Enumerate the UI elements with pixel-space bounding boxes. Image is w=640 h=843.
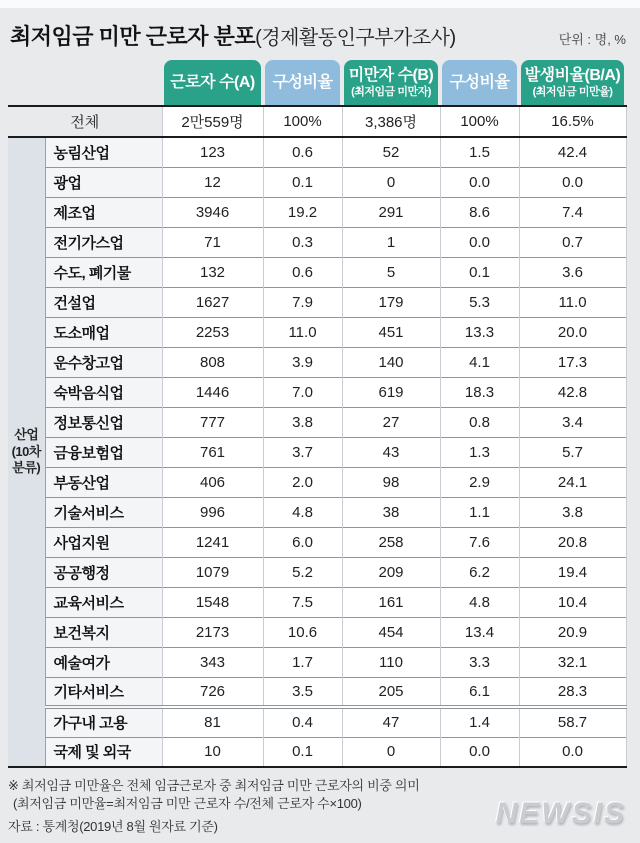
table-row xyxy=(8,737,626,767)
value-cell: 5.7 xyxy=(519,437,626,467)
value-cell: 7.4 xyxy=(519,197,626,227)
value-cell: 1.5 xyxy=(440,137,519,167)
industry-label-cell: 가구내 고용 xyxy=(45,707,162,737)
value-cell: 6.0 xyxy=(263,527,342,557)
table-row xyxy=(8,467,626,497)
title-row xyxy=(10,20,630,51)
value-cell: 343 xyxy=(162,647,263,677)
total-value-cell: 100% xyxy=(263,106,342,137)
value-cell: 42.8 xyxy=(519,377,626,407)
value-cell: 0 xyxy=(342,167,440,197)
value-cell: 27 xyxy=(342,407,440,437)
value-cell: 52 xyxy=(342,137,440,167)
industry-label-cell: 부동산업 xyxy=(45,467,162,497)
value-cell: 7.6 xyxy=(440,527,519,557)
header-empty-cell xyxy=(8,60,162,106)
min-wage-table xyxy=(8,60,627,768)
value-cell: 20.9 xyxy=(519,617,626,647)
value-cell: 0.4 xyxy=(263,707,342,737)
value-cell: 291 xyxy=(342,197,440,227)
value-cell: 17.3 xyxy=(519,347,626,377)
value-cell: 20.8 xyxy=(519,527,626,557)
footnote-2: (최저임금 미만율=최저임금 미만 근로자 수/전체 근로자 수×100) xyxy=(13,796,362,811)
unit-label: 단위 : 명, % xyxy=(558,32,626,47)
industry-label-cell: 예술여가 xyxy=(45,647,162,677)
value-cell: 1.7 xyxy=(263,647,342,677)
col-header-ratio-ba: 발생비율(B/A) (최저임금 미만율) xyxy=(521,60,624,105)
total-value-cell: 2만559명 xyxy=(162,106,263,137)
table-row xyxy=(8,227,626,257)
value-cell: 3.8 xyxy=(519,497,626,527)
value-cell: 71 xyxy=(162,227,263,257)
table-row xyxy=(8,137,626,167)
value-cell: 619 xyxy=(342,377,440,407)
value-cell: 132 xyxy=(162,257,263,287)
col-header-share-2: 구성비율 xyxy=(442,60,517,105)
value-cell: 205 xyxy=(342,677,440,707)
table-row xyxy=(8,257,626,287)
value-cell: 454 xyxy=(342,617,440,647)
industry-label-cell: 제조업 xyxy=(45,197,162,227)
col-header-below-b: 미만자 수(B) (최저임금 미만자) xyxy=(344,60,438,105)
value-cell: 19.2 xyxy=(263,197,342,227)
table-row xyxy=(8,437,626,467)
value-cell: 4.8 xyxy=(440,587,519,617)
value-cell: 47 xyxy=(342,707,440,737)
value-cell: 10.4 xyxy=(519,587,626,617)
value-cell: 0.0 xyxy=(440,167,519,197)
value-cell: 0.0 xyxy=(519,737,626,767)
value-cell: 5.2 xyxy=(263,557,342,587)
value-cell: 3.3 xyxy=(440,647,519,677)
table-row xyxy=(8,587,626,617)
value-cell: 0.1 xyxy=(263,737,342,767)
value-cell: 28.3 xyxy=(519,677,626,707)
value-cell: 777 xyxy=(162,407,263,437)
value-cell: 2253 xyxy=(162,317,263,347)
table-row xyxy=(8,527,626,557)
value-cell: 761 xyxy=(162,437,263,467)
industry-label-cell: 광업 xyxy=(45,167,162,197)
value-cell: 1.4 xyxy=(440,707,519,737)
table-row xyxy=(8,317,626,347)
value-cell: 12 xyxy=(162,167,263,197)
table-row xyxy=(8,407,626,437)
industry-label-cell: 기타서비스 xyxy=(45,677,162,707)
value-cell: 81 xyxy=(162,707,263,737)
value-cell: 5.3 xyxy=(440,287,519,317)
table-row xyxy=(8,557,626,587)
value-cell: 140 xyxy=(342,347,440,377)
industry-tbody xyxy=(8,137,626,767)
table-row xyxy=(8,617,626,647)
value-cell: 4.8 xyxy=(263,497,342,527)
value-cell: 179 xyxy=(342,287,440,317)
table-row xyxy=(8,287,626,317)
industry-label-cell: 전기가스업 xyxy=(45,227,162,257)
industry-label-cell: 금융보험업 xyxy=(45,437,162,467)
value-cell: 726 xyxy=(162,677,263,707)
industry-label-cell: 농림산업 xyxy=(45,137,162,167)
value-cell: 24.1 xyxy=(519,467,626,497)
value-cell: 1079 xyxy=(162,557,263,587)
value-cell: 1241 xyxy=(162,527,263,557)
value-cell: 0.7 xyxy=(519,227,626,257)
value-cell: 258 xyxy=(342,527,440,557)
table-row xyxy=(8,167,626,197)
industry-label-cell: 운수창고업 xyxy=(45,347,162,377)
total-row xyxy=(8,106,626,137)
value-cell: 0.1 xyxy=(440,257,519,287)
value-cell: 808 xyxy=(162,347,263,377)
top-strip xyxy=(0,0,640,8)
col-header-share-1: 구성비율 xyxy=(265,60,340,105)
value-cell: 1446 xyxy=(162,377,263,407)
industry-label-cell: 국제 및 외국 xyxy=(45,737,162,767)
value-cell: 3.6 xyxy=(519,257,626,287)
table-row xyxy=(8,497,626,527)
value-cell: 1548 xyxy=(162,587,263,617)
value-cell: 7.9 xyxy=(263,287,342,317)
value-cell: 0 xyxy=(342,737,440,767)
newsis-logo: NEWSIS xyxy=(495,797,626,830)
value-cell: 0.6 xyxy=(263,257,342,287)
value-cell: 4.1 xyxy=(440,347,519,377)
value-cell: 0.0 xyxy=(440,737,519,767)
source-line: 자료 : 통계청(2019년 8월 원자료 기준) xyxy=(8,819,218,834)
industry-label-cell: 건설업 xyxy=(45,287,162,317)
value-cell: 3946 xyxy=(162,197,263,227)
industry-label-cell: 교육서비스 xyxy=(45,587,162,617)
table-row xyxy=(8,347,626,377)
value-cell: 32.1 xyxy=(519,647,626,677)
value-cell: 209 xyxy=(342,557,440,587)
value-cell: 7.5 xyxy=(263,587,342,617)
value-cell: 20.0 xyxy=(519,317,626,347)
value-cell: 58.7 xyxy=(519,707,626,737)
page-title-sub: (경제활동인구부가조사) xyxy=(255,27,456,49)
value-cell: 996 xyxy=(162,497,263,527)
value-cell: 6.1 xyxy=(440,677,519,707)
industry-label-cell: 사업지원 xyxy=(45,527,162,557)
value-cell: 11.0 xyxy=(519,287,626,317)
page-title: 최저임금 미만 근로자 분포 xyxy=(10,24,256,49)
value-cell: 3.4 xyxy=(519,407,626,437)
value-cell: 3.5 xyxy=(263,677,342,707)
table-row xyxy=(8,377,626,407)
value-cell: 3.7 xyxy=(263,437,342,467)
value-cell: 0.0 xyxy=(440,227,519,257)
value-cell: 161 xyxy=(342,587,440,617)
industry-label-cell: 공공행정 xyxy=(45,557,162,587)
group-cell-industry xyxy=(8,137,45,767)
value-cell: 451 xyxy=(342,317,440,347)
value-cell: 0.1 xyxy=(263,167,342,197)
total-value-cell: 100% xyxy=(440,106,519,137)
value-cell: 406 xyxy=(162,467,263,497)
value-cell: 19.4 xyxy=(519,557,626,587)
table-row xyxy=(8,707,626,737)
value-cell: 98 xyxy=(342,467,440,497)
value-cell: 11.0 xyxy=(263,317,342,347)
value-cell: 8.6 xyxy=(440,197,519,227)
total-row-label: 전체 xyxy=(8,106,162,137)
value-cell: 0.0 xyxy=(519,167,626,197)
industry-label-cell: 도소매업 xyxy=(45,317,162,347)
value-cell: 18.3 xyxy=(440,377,519,407)
industry-label-cell: 수도, 폐기물 xyxy=(45,257,162,287)
table-row xyxy=(8,677,626,707)
value-cell: 2173 xyxy=(162,617,263,647)
total-value-cell: 3,386명 xyxy=(342,106,440,137)
value-cell: 1 xyxy=(342,227,440,257)
value-cell: 10 xyxy=(162,737,263,767)
value-cell: 2.0 xyxy=(263,467,342,497)
value-cell: 42.4 xyxy=(519,137,626,167)
value-cell: 3.8 xyxy=(263,407,342,437)
value-cell: 0.3 xyxy=(263,227,342,257)
value-cell: 3.9 xyxy=(263,347,342,377)
value-cell: 110 xyxy=(342,647,440,677)
value-cell: 0.6 xyxy=(263,137,342,167)
value-cell: 123 xyxy=(162,137,263,167)
industry-label-cell: 숙박음식업 xyxy=(45,377,162,407)
value-cell: 1.1 xyxy=(440,497,519,527)
value-cell: 1.3 xyxy=(440,437,519,467)
value-cell: 10.6 xyxy=(263,617,342,647)
total-value-cell: 16.5% xyxy=(519,106,626,137)
table-row xyxy=(8,647,626,677)
value-cell: 13.4 xyxy=(440,617,519,647)
value-cell: 6.2 xyxy=(440,557,519,587)
value-cell: 13.3 xyxy=(440,317,519,347)
value-cell: 38 xyxy=(342,497,440,527)
industry-label-cell: 정보통신업 xyxy=(45,407,162,437)
footnote-1: ※ 최저임금 미만율은 전체 임금근로자 중 최저임금 미만 근로자의 비중 의미 xyxy=(8,778,420,793)
col-header-workers-a: 근로자 수(A) xyxy=(164,60,261,105)
value-cell: 1627 xyxy=(162,287,263,317)
value-cell: 43 xyxy=(342,437,440,467)
group-label-industry: 산업 (10차 분류) xyxy=(11,426,41,476)
value-cell: 0.8 xyxy=(440,407,519,437)
industry-label-cell: 기술서비스 xyxy=(45,497,162,527)
header-row xyxy=(8,60,626,106)
table-row xyxy=(8,197,626,227)
value-cell: 2.9 xyxy=(440,467,519,497)
industry-label-cell: 보건복지 xyxy=(45,617,162,647)
value-cell: 7.0 xyxy=(263,377,342,407)
value-cell: 5 xyxy=(342,257,440,287)
